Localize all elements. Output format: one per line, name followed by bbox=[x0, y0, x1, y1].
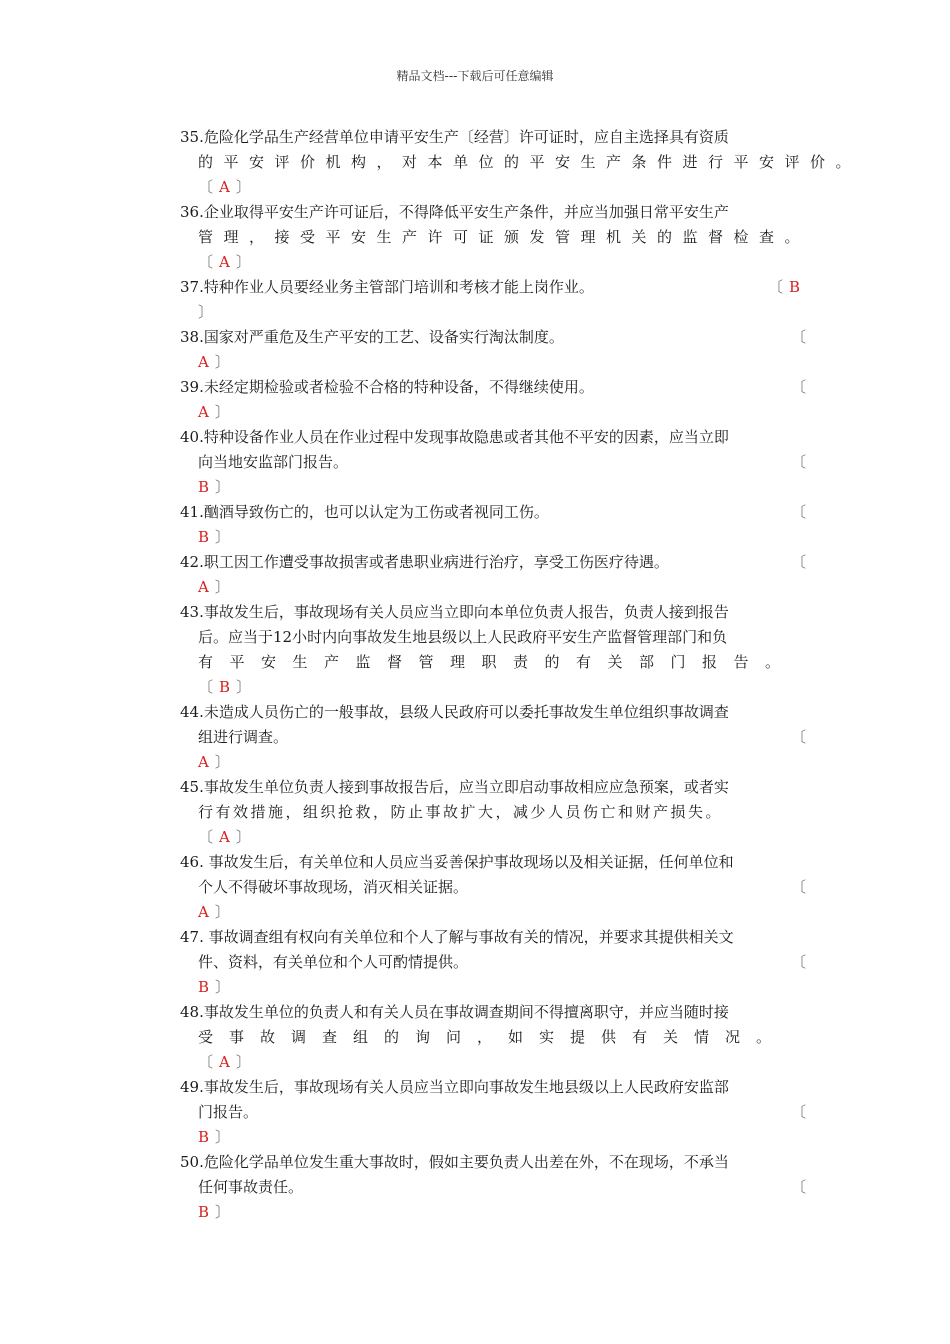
page-header: 精品文档---下载后可任意编辑 bbox=[396, 69, 554, 83]
question-text: 事故发生后，事故现场有关人员应当立即向本单位负责人报告，负责人接到报告 bbox=[203, 603, 729, 621]
question-text: 事故发生后，事故现场有关人员应当立即向事故发生地县级以上人民政府安监部 bbox=[203, 1078, 729, 1096]
question-item: 46. 事故发生后，有关单位和人员应当妥善保护事故现场以及相关证据，任何单位和 个人不得破坏事故现场，消灭相关证据。 〔 A 〕 bbox=[180, 853, 806, 921]
answer-label: A bbox=[198, 578, 209, 596]
question-list bbox=[180, 125, 862, 1225]
answer-label: A bbox=[198, 353, 209, 371]
question-item: 39.未经定期检验或者检验不合格的特种设备，不得继续使用。 〔 A 〕 bbox=[180, 378, 806, 421]
question-number: 45. bbox=[180, 778, 204, 796]
answer-label: B bbox=[219, 678, 231, 696]
question-item: 41.酗酒导致伤亡的，也可以认定为工伤或者视同工伤。 〔 B 〕 bbox=[180, 503, 806, 546]
answer-label: A bbox=[198, 403, 209, 421]
question-number: 43. bbox=[180, 603, 204, 621]
answer-label: B bbox=[198, 978, 210, 996]
question-number: 35. bbox=[180, 128, 204, 146]
question-item: 47. 事故调查组有权向有关单位和个人了解与事故有关的情况，并要求其提供相关文 件、资料，有关单位和个人可酌情提供。 〔 B 〕 bbox=[180, 928, 806, 996]
question-number: 36. bbox=[180, 203, 204, 221]
answer-label: B bbox=[788, 278, 800, 296]
question-text: 的平安评价机构，对本单位的平安生产条件进行平安评价。 bbox=[198, 153, 862, 171]
answer-label: B bbox=[198, 478, 210, 496]
question-number: 42. bbox=[180, 553, 204, 571]
question-text: 事故发生单位的负责人和有关人员在事故调查期间不得擅离职守，并应当随时接 bbox=[203, 1003, 729, 1021]
question-text: 危险化学品单位发生重大事故时，假如主要负责人出差在外，不在现场，不承当 bbox=[203, 1153, 729, 1171]
question-number: 46. bbox=[180, 853, 204, 871]
question-text: 危险化学品生产经营单位申请平安生产〔经营〕许可证时，应自主选择具有资质 bbox=[203, 128, 729, 146]
question-text: 企业取得平安生产许可证后，不得降低平安生产条件，并应当加强日常平安生产 bbox=[203, 203, 729, 221]
answer-label: B bbox=[198, 528, 210, 546]
question-text: 事故发生后，有关单位和人员应当妥善保护事故现场以及相关证据，任何单位和 bbox=[203, 853, 734, 871]
question-text: 组进行调查。 bbox=[198, 728, 289, 746]
question-text: 事故发生单位负责人接到事故报告后，应当立即启动事故相应应急预案，或者实 bbox=[203, 778, 729, 796]
question-number: 38. bbox=[180, 328, 204, 346]
question-text: 职工因工作遭受事故损害或者患职业病进行治疗，享受工伤医疗待遇。 bbox=[203, 553, 669, 571]
question-text: 特种作业人员要经业务主管部门培训和考核才能上岗作业。 bbox=[203, 278, 594, 296]
question-text: 向当地安监部门报告。 bbox=[198, 453, 349, 471]
question-item: 40.特种设备作业人员在作业过程中发现事故隐患或者其他不平安的因素，应当立即 向当地安监部门报告。 〔 B 〕 bbox=[180, 428, 806, 496]
question-number: 37. bbox=[180, 278, 204, 296]
question-item: 44.未造成人员伤亡的一般事故，县级人民政府可以委托事故发生单位组织事故调查 组进行调查。 〔 A 〕 bbox=[180, 703, 806, 771]
question-number: 50. bbox=[180, 1153, 204, 1171]
question-item: 43.事故发生后，事故现场有关人员应当立即向本单位负责人报告，负责人接到报告 后。应当于12小时内向事故发生地县级以上人民政府平安生产监督管理部门和负 有平安生产监督管理职责的有关部门报告。 〔 B 〕 bbox=[180, 603, 797, 696]
question-number: 40. bbox=[180, 428, 204, 446]
question-text: 事故调查组有权向有关单位和个人了解与事故有关的情况，并要求其提供相关文 bbox=[203, 928, 734, 946]
answer-label: A bbox=[198, 753, 209, 771]
answer-label: B bbox=[198, 1203, 210, 1221]
answer-label: A bbox=[198, 903, 209, 921]
question-item: 37.特种作业人员要经业务主管部门培训和考核才能上岗作业。 〔 B 〕 bbox=[180, 278, 800, 321]
question-item: 49.事故发生后，事故现场有关人员应当立即向事故发生地县级以上人民政府安监部 门报告。 〔 B 〕 bbox=[180, 1078, 806, 1146]
question-item: 35.危险化学品生产经营单位申请平安生产〔经营〕许可证时，应自主选择具有资质 的平安评价机构，对本单位的平安生产条件进行平安评价。 〔 A 〕 bbox=[180, 128, 862, 196]
answer-label: A bbox=[219, 1053, 230, 1071]
question-text: 后。应当于12小时内向事故发生地县级以上人民政府平安生产监督管理部门和负 bbox=[198, 628, 728, 646]
question-item: 45.事故发生单位负责人接到事故报告后，应当立即启动事故相应应急预案，或者实 行有效措施，组织抢救，防止事故扩大，减少人员伤亡和财产损失。 〔 A 〕 bbox=[180, 778, 729, 846]
answer-label: A bbox=[219, 178, 230, 196]
question-text: 门报告。 bbox=[198, 1103, 259, 1121]
question-number: 49. bbox=[180, 1078, 204, 1096]
question-number: 47. bbox=[180, 928, 204, 946]
question-text: 未经定期检验或者检验不合格的特种设备，不得继续使用。 bbox=[203, 378, 594, 396]
question-number: 44. bbox=[180, 703, 204, 721]
question-text: 有平安生产监督管理职责的有关部门报告。 bbox=[198, 653, 797, 671]
question-text: 行有效措施，组织抢救，防止事故扩大，减少人员伤亡和财产损失。 bbox=[198, 803, 724, 821]
question-text: 未造成人员伤亡的一般事故，县级人民政府可以委托事故发生单位组织事故调查 bbox=[203, 703, 729, 721]
answer-label: A bbox=[219, 828, 230, 846]
answer-label: B bbox=[198, 1128, 210, 1146]
question-item: 50.危险化学品单位发生重大事故时，假如主要负责人出差在外，不在现场，不承当 任何事故责任。 〔 B 〕 bbox=[180, 1153, 806, 1221]
question-text: 任何事故责任。 bbox=[198, 1178, 304, 1196]
question-item: 48.事故发生单位的负责人和有关人员在事故调查期间不得擅离职守，并应当随时接 受事故调查组的询问，如实提供有关情况。 〔 A 〕 bbox=[180, 1003, 788, 1071]
question-text: 件、资料，有关单位和个人可酌情提供。 bbox=[198, 953, 469, 971]
answer-label: A bbox=[219, 253, 230, 271]
question-text: 受事故调查组的询问，如实提供有关情况。 bbox=[198, 1028, 788, 1046]
question-text: 个人不得破坏事故现场，消灭相关证据。 bbox=[198, 878, 469, 896]
question-text: 管理，接受平安生产许可证颁发管理机关的监督检查。 bbox=[198, 228, 811, 246]
question-item: 42.职工因工作遭受事故损害或者患职业病进行治疗，享受工伤医疗待遇。 〔 A 〕 bbox=[180, 553, 806, 596]
question-item: 36.企业取得平安生产许可证后，不得降低平安生产条件，并应当加强日常平安生产 管理，接受平安生产许可证颁发管理机关的监督检查。 〔 A 〕 bbox=[180, 203, 811, 271]
question-text: 特种设备作业人员在作业过程中发现事故隐患或者其他不平安的因素，应当立即 bbox=[203, 428, 729, 446]
question-number: 41. bbox=[180, 503, 204, 521]
question-text: 国家对严重危及生产平安的工艺、设备实行淘汰制度。 bbox=[203, 328, 564, 346]
question-text: 酗酒导致伤亡的，也可以认定为工伤或者视同工伤。 bbox=[203, 503, 549, 521]
question-number: 39. bbox=[180, 378, 204, 396]
question-item: 38.国家对严重危及生产平安的工艺、设备实行淘汰制度。 〔 A 〕 bbox=[180, 328, 806, 371]
question-number: 48. bbox=[180, 1003, 204, 1021]
